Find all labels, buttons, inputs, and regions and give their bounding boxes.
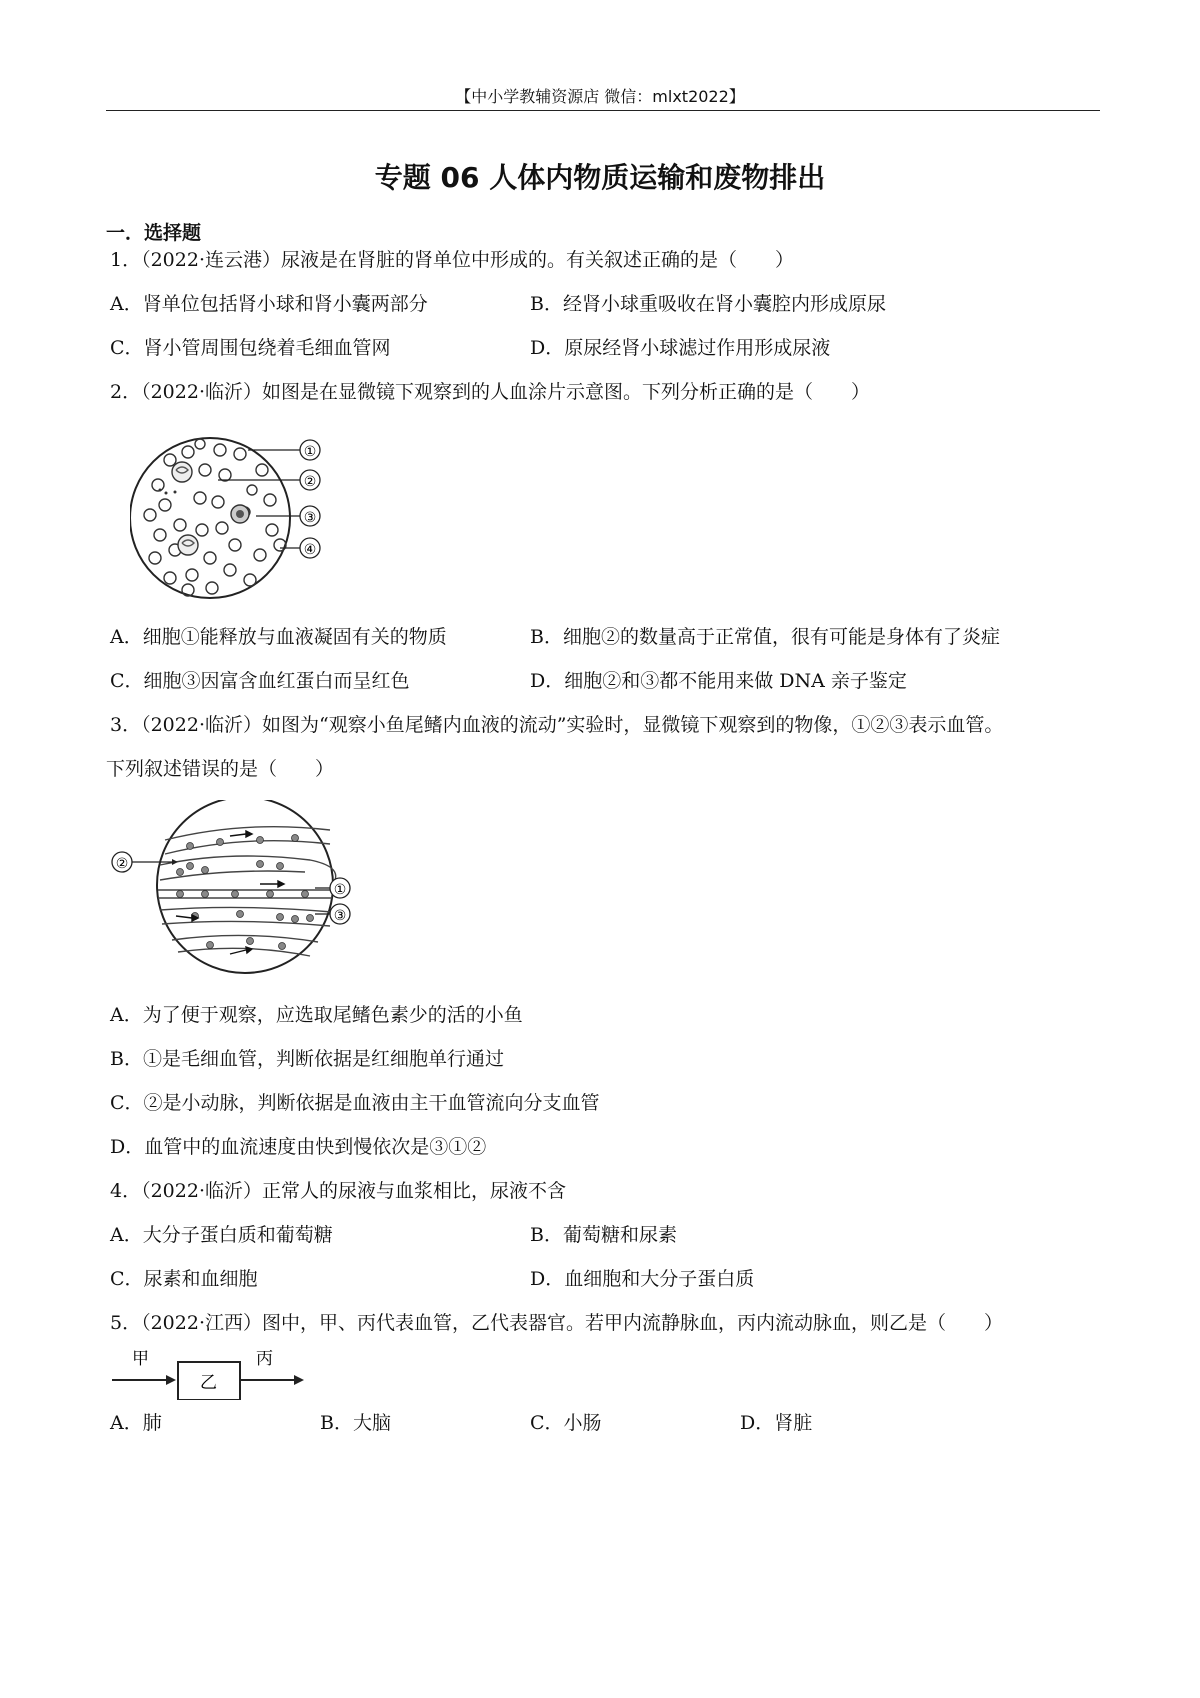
page-header: 【中小学教辅资源店 微信：mlxt2022】 [455, 87, 745, 106]
header-divider [106, 110, 1100, 111]
blood-smear-figure [130, 430, 370, 650]
q2-label-3: ③ [303, 510, 317, 526]
q2-option-d: D．细胞②和③都不能用来做 DNA 亲子鉴定 [530, 670, 907, 692]
q1-option-a: A．肾单位包括肾小球和肾小囊两部分 [110, 293, 428, 315]
q2-option-a: A．细胞①能释放与血液凝固有关的物质 [110, 626, 447, 648]
q4-option-a: A．大分子蛋白质和葡萄糖 [110, 1224, 333, 1246]
q2-stem: 2．（2022·临沂）如图是在显微镜下观察到的人血涂片示意图。下列分析正确的是（ ） [110, 381, 870, 403]
section-heading: 一．选择题 [106, 222, 202, 244]
q5-option-b: B．大脑 [320, 1412, 391, 1434]
q2-label-4: ④ [303, 542, 317, 558]
q3-label-3: ③ [333, 908, 347, 924]
q3-label-2: ② [115, 856, 129, 872]
q3-option-b: B．①是毛细血管，判断依据是红细胞单行通过 [110, 1048, 504, 1070]
q4-option-d: D．血细胞和大分子蛋白质 [530, 1268, 755, 1290]
q3-option-a: A．为了便于观察，应选取尾鳍色素少的活的小鱼 [110, 1004, 523, 1026]
q5-label-yi: 乙 [200, 1373, 217, 1393]
q5-label-jia: 甲 [132, 1349, 149, 1369]
q2-option-c: C．细胞③因富含血红蛋白而呈红色 [110, 670, 410, 692]
q3-stem-line2: 下列叙述错误的是（ ） [106, 758, 335, 780]
fish-tail-figure [110, 800, 380, 975]
q1-stem: 1．（2022·连云港）尿液是在肾脏的肾单位中形成的。有关叙述正确的是（ ） [110, 249, 794, 271]
q4-option-c: C．尿素和血细胞 [110, 1268, 258, 1290]
q3-option-c: C．②是小动脉，判断依据是血液由主干血管流向分支血管 [110, 1092, 600, 1114]
q4-option-b: B．葡萄糖和尿素 [530, 1224, 677, 1246]
q1-option-c: C．肾小管周围包绕着毛细血管网 [110, 337, 391, 359]
q5-option-c: C．小肠 [530, 1412, 602, 1434]
q5-label-bing: 丙 [256, 1349, 273, 1369]
q3-option-d: D．血管中的血流速度由快到慢依次是③①② [110, 1136, 487, 1158]
q3-stem-line1: 3．（2022·临沂）如图为“观察小鱼尾鳍内血液的流动”实验时，显微镜下观察到的物像，①②③表示血管。 [110, 714, 1004, 736]
q5-option-d: D．肾脏 [740, 1412, 813, 1434]
q2-label-1: ① [303, 444, 317, 460]
q5-option-a: A．肺 [110, 1412, 162, 1434]
q4-stem: 4．（2022·临沂）正常人的尿液与血浆相比，尿液不含 [110, 1180, 566, 1202]
q5-stem: 5．（2022·江西）图中，甲、丙代表血管，乙代表器官。若甲内流静脉血，丙内流动脉血，则乙是（ ） [110, 1312, 1003, 1334]
page-title: 专题 06 人体内物质运输和废物排出 [374, 161, 826, 194]
q2-label-2: ② [303, 474, 317, 490]
q2-option-b: B．细胞②的数量高于正常值，很有可能是身体有了炎症 [530, 626, 1000, 648]
organ-flow-figure [110, 1340, 330, 1400]
q3-label-1: ① [333, 882, 347, 898]
q1-option-d: D．原尿经肾小球滤过作用形成尿液 [530, 337, 831, 359]
q1-option-b: B．经肾小球重吸收在肾小囊腔内形成原尿 [530, 293, 886, 315]
